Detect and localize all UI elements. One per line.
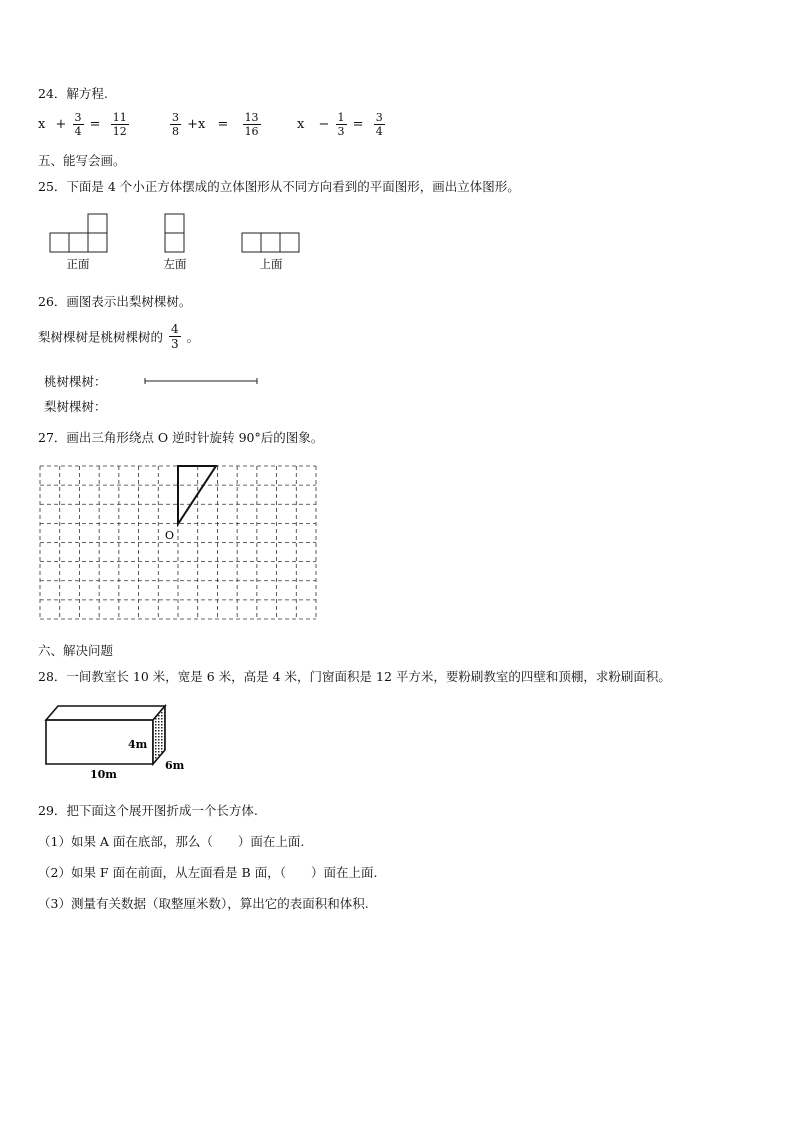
eq3-fraction-a <box>336 112 347 137</box>
equation-2 <box>168 112 263 137</box>
equation-1 <box>38 112 131 137</box>
length-label: 10m <box>90 768 117 781</box>
q28-title: 28．一间教室长 10 米，宽是 6 米，高是 4 米，门窗面积是 12 平方米，要粉刷教室的四壁和顶棚，求粉刷面积。 <box>38 669 671 684</box>
eq2-a-numerator: 3 <box>172 111 179 124</box>
eq3-fraction-b <box>374 112 385 137</box>
rotation-grid <box>38 462 318 624</box>
q27-title: 27．画出三角形绕点 O 逆时针旋转 90°后的图象。 <box>38 430 324 445</box>
eq3-x: x <box>297 117 305 132</box>
eq2-fraction-a <box>170 112 181 137</box>
pear-tree-label: 梨树棵树： <box>44 399 107 414</box>
q29-title: 29．把下面这个展开图折成一个长方体. <box>38 803 258 818</box>
peach-tree-segment <box>142 376 262 386</box>
eq1-plus: + <box>55 117 67 132</box>
q26-numerator: 4 <box>171 322 179 336</box>
q26-fraction <box>169 323 181 350</box>
eq1-x: x <box>38 117 46 132</box>
eq1-equals: = <box>89 117 101 132</box>
point-o-label: O <box>165 529 175 542</box>
eq3-a-denominator: 3 <box>337 125 345 138</box>
height-label: 4m <box>128 738 148 751</box>
eq2-plus-x: +x <box>187 117 206 132</box>
eq1-b-denominator: 12 <box>112 125 127 138</box>
width-label: 6m <box>165 759 185 772</box>
eq2-b-denominator: 16 <box>244 125 259 138</box>
cuboid-shape <box>46 706 165 764</box>
q24-title: 24．解方程. <box>38 86 108 101</box>
q29-item-3: （3）测量有关数据（取整厘米数），算出它的表面积和体积. <box>38 896 369 911</box>
eq1-fraction-b <box>111 112 129 137</box>
section6-heading: 六、解决问题 <box>38 643 114 658</box>
q26-statement-end: 。 <box>186 329 200 345</box>
eq2-a-denominator: 8 <box>172 125 179 138</box>
left-view-shape <box>165 214 184 252</box>
eq2-equals: = <box>217 117 229 132</box>
equation-3 <box>297 112 387 137</box>
q26-title: 26．画图表示出梨树棵树。 <box>38 294 192 309</box>
peach-tree-label: 桃树棵树： <box>44 374 107 389</box>
triangle-shape <box>178 466 216 524</box>
q26-statement-text: 梨树棵树是桃树棵树的 <box>38 329 164 345</box>
q25-views-figure <box>40 205 320 275</box>
eq1-a-numerator: 3 <box>74 111 82 124</box>
eq1-b-numerator: 11 <box>112 111 127 124</box>
eq2-fraction-b <box>243 112 261 137</box>
eq1-fraction-a <box>73 112 84 137</box>
q25-title: 25．下面是 4 个小正方体摆成的立体图形从不同方向看到的平面图形，画出立体图形。 <box>38 179 520 194</box>
q29-item-2: （2）如果 F 面在前面，从左面看是 B 面，（ ）面在上面. <box>38 865 378 880</box>
eq3-minus: − <box>318 117 330 132</box>
section5-heading: 五、能写会画。 <box>38 153 126 168</box>
top-view-label: 上面 <box>259 257 283 271</box>
eq3-a-numerator: 1 <box>337 111 345 124</box>
q26-denominator: 3 <box>171 337 179 351</box>
classroom-cuboid-figure <box>38 700 198 785</box>
eq3-equals: = <box>352 117 364 132</box>
eq2-b-numerator: 13 <box>244 111 259 124</box>
q29-item-1: （1）如果 A 面在底部，那么（ ）面在上面. <box>38 834 305 849</box>
eq3-b-numerator: 3 <box>375 111 383 124</box>
front-view-label: 正面 <box>66 257 90 271</box>
front-view-shape <box>50 214 107 252</box>
q26-statement <box>38 323 199 350</box>
left-view-label: 左面 <box>163 257 187 271</box>
top-view-shape <box>242 233 299 252</box>
eq1-a-denominator: 4 <box>74 125 82 138</box>
eq3-b-denominator: 4 <box>375 125 383 138</box>
